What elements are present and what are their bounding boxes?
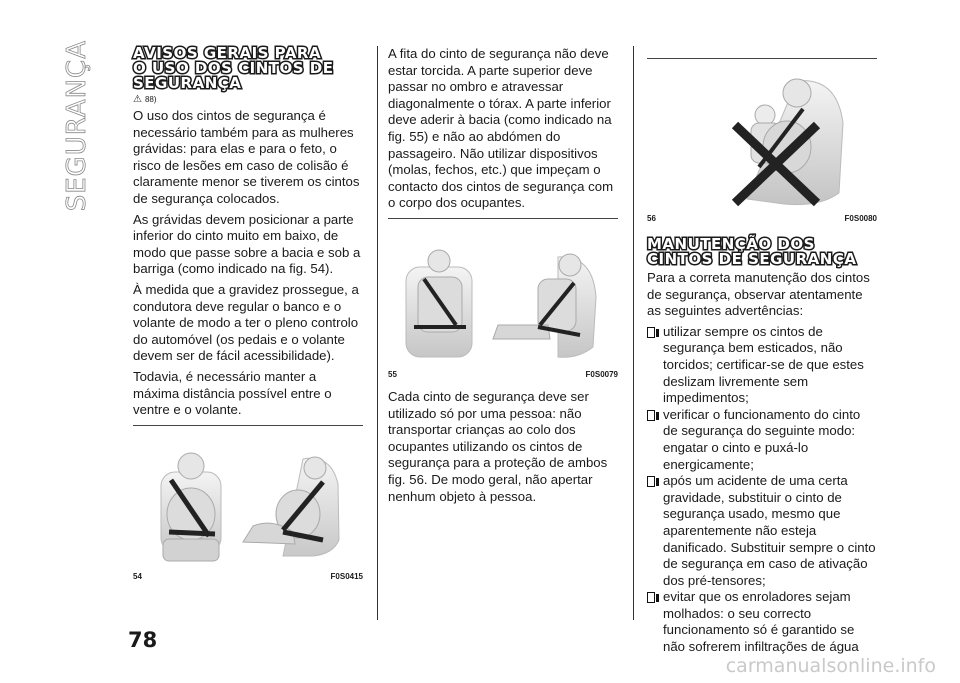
divider — [388, 218, 618, 219]
figure-code: F0S0080 — [844, 214, 877, 223]
bullet-icon — [647, 410, 659, 421]
heading-general-warnings — [133, 46, 363, 91]
list-item — [647, 324, 877, 407]
warning-ref-number: 88) — [144, 95, 157, 104]
heading-line: AVISOS GERAIS PARA — [133, 44, 322, 62]
list-item-text: após um acidente de uma certa gravidade, substituir o cinto de segurança usado, mesmo que aparentemente não esteja danificado. Substituir sempre o cinto de segurança em caso de ativação dos pré-tensores; — [663, 473, 876, 588]
paragraph: Cada cinto de segurança deve ser utilizado só por uma pessoa: não transportar crianças ao colo dos ocupantes utilizando os cintos de segurança para a proteção de ambos fig. 56. De modo geral, não apertar nenhum objeto à pessoa. — [388, 388, 608, 504]
figure-56 — [647, 63, 877, 223]
figure-54 — [133, 444, 363, 581]
paragraph: Para a correta manutenção dos cintos de segurança, observar atentamente as seguintes advertências: — [647, 270, 870, 319]
column-3 — [647, 46, 877, 656]
heading-line: MANUTENÇÃO DOS — [647, 235, 815, 253]
figure-number: 56 — [647, 214, 656, 223]
child-on-lap-prohibited-illustration — [647, 63, 877, 211]
paragraph: Todavia, é necessário manter a máxima distância possível entre o ventre e o volante. — [133, 368, 332, 418]
warning-triangle-icon: ⚠ — [133, 94, 142, 105]
column-divider — [377, 46, 378, 620]
list-item-text: evitar que os enroladores sejam molhados: o seu correcto funcionamento só é garantido se não sofrerem infiltrações de água — [663, 589, 859, 655]
figure-number: 55 — [388, 369, 397, 379]
paragraph: As grávidas devem posicionar a parte inferior do cinto muito em baixo, de modo que passe sobre a bacia e sob a barriga (como indicado na fig. 54). — [133, 211, 361, 277]
column-2 — [388, 46, 618, 509]
heading-line: CINTOS DE SEGURANÇA — [647, 250, 857, 268]
figure-code: F0S0415 — [330, 571, 363, 581]
section-side-label: SEGURANÇA — [62, 40, 92, 212]
paragraph: A fita do cinto de segurança não deve estar torcida. A parte superior deve passar no ombro e atravessar diagonalmente o tórax. A parte inferior deve aderir à bacia (como indicado na fig. 55) e não ao abdómen do passageiro. Não utilizar dispositivos (molas, fechos, etc.) que impeçam o contacto dos cintos de segurança com o corpo dos ocupantes. — [388, 46, 614, 211]
figure-55 — [388, 247, 618, 379]
paragraph: À medida que a gravidez prossegue, a condutora deve regular o banco e o volante de modo a ter o pleno controlo do automóvel (os pedais e o volante devem ser de fácil acessibilidade). — [133, 281, 359, 364]
figure-caption — [647, 214, 877, 223]
pregnant-woman-seatbelt-illustration — [133, 444, 363, 569]
list-item — [647, 473, 877, 589]
list-item-text: verificar o funcionamento do cinto de segurança do seguinte modo: engatar o cinto e puxá-lo energicamente; — [663, 406, 861, 472]
column-1 — [133, 46, 363, 581]
figure-caption — [133, 572, 363, 581]
figure-number: 54 — [133, 571, 142, 581]
page-number: 78 — [128, 628, 158, 652]
list-item — [647, 407, 877, 473]
divider — [647, 58, 877, 59]
watermark: carmanualsonline.info — [725, 655, 936, 677]
list-item-text: utilizar sempre os cintos de segurança bem esticados, não torcidos; certificar-se de que estes deslizam livremente sem impedimentos; — [663, 323, 864, 406]
figure-caption — [388, 370, 618, 379]
heading-line: SEGURANÇA — [133, 74, 242, 92]
bullet-icon — [647, 592, 659, 603]
divider — [133, 425, 363, 426]
warning-reference — [133, 94, 363, 105]
heading-line: O USO DOS CINTOS DE — [133, 59, 334, 77]
bullet-icon — [647, 327, 659, 338]
list-item — [647, 589, 877, 655]
figure-code: F0S0079 — [585, 369, 618, 379]
paragraph: O uso dos cintos de segurança é necessário também para as mulheres grávidas: para elas e para o feto, o risco de lesões em caso de colisão é claramente menor se tiverem os cintos de segurança colocados. — [133, 108, 360, 206]
column-divider — [633, 46, 634, 620]
bullet-icon — [647, 476, 659, 487]
heading-maintenance — [647, 237, 877, 267]
adults-seatbelt-illustration — [388, 247, 618, 367]
